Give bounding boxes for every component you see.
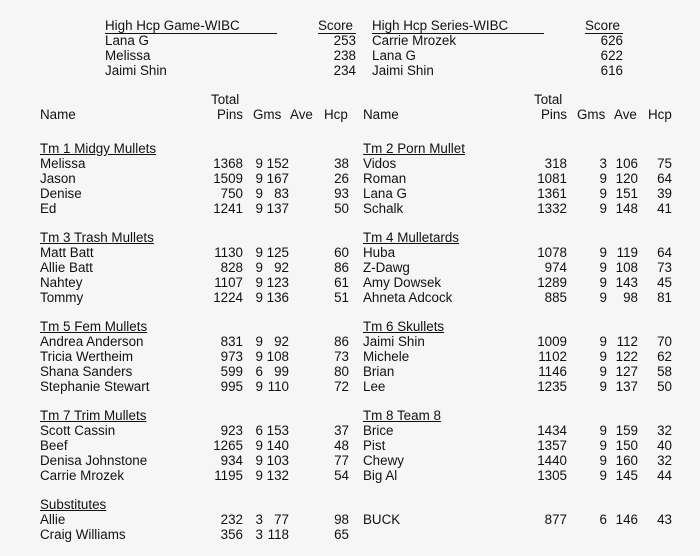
player-hcp: 44 — [657, 468, 672, 483]
player-name: Big Al — [363, 468, 398, 483]
player-pins: 599 — [220, 364, 243, 379]
player-gms: 9 — [599, 423, 607, 438]
player-ave: 160 — [615, 453, 638, 468]
player-name: Allie — [40, 512, 66, 527]
player-hcp: 64 — [657, 245, 672, 260]
player-pins: 750 — [220, 186, 243, 201]
player-name: Lana G — [363, 186, 407, 201]
series-player-name: Carrie Mrozek — [372, 33, 457, 48]
player-gms: 9 — [599, 186, 607, 201]
column-header-gms: Gms — [577, 107, 606, 122]
player-ave: 120 — [615, 171, 638, 186]
player-pins: 885 — [544, 290, 567, 305]
player-pins: 1009 — [537, 334, 567, 349]
player-gms: 9 — [255, 349, 263, 364]
player-hcp: 51 — [334, 290, 349, 305]
player-gms: 6 — [255, 364, 263, 379]
player-pins: 1434 — [537, 423, 567, 438]
player-hcp: 48 — [334, 438, 349, 453]
player-hcp: 72 — [334, 379, 349, 394]
game-player-name: Melissa — [105, 48, 151, 63]
player-hcp: 80 — [334, 364, 349, 379]
player-hcp: 37 — [334, 423, 349, 438]
player-hcp: 40 — [657, 438, 672, 453]
player-ave: 92 — [274, 260, 289, 275]
game-player-name: Jaimi Shin — [105, 63, 167, 78]
player-ave: 140 — [266, 438, 289, 453]
player-ave: 77 — [274, 512, 289, 527]
series-player-score: 626 — [600, 33, 623, 48]
player-name: Schalk — [363, 201, 404, 216]
player-pins: 1224 — [213, 290, 243, 305]
player-name: Beef — [40, 438, 68, 453]
player-ave: 92 — [274, 334, 289, 349]
player-pins: 828 — [220, 260, 243, 275]
player-name: Matt Batt — [40, 245, 94, 260]
game-player-score: 253 — [333, 33, 356, 48]
player-hcp: 77 — [334, 453, 349, 468]
player-gms: 3 — [255, 512, 263, 527]
series-player-score: 622 — [600, 48, 623, 63]
player-gms: 6 — [599, 512, 607, 527]
player-gms: 9 — [255, 334, 263, 349]
team-title: Tm 1 Midgy Mullets — [40, 141, 157, 156]
player-name: Ed — [40, 201, 57, 216]
player-hcp: 41 — [657, 201, 672, 216]
player-name: Lee — [363, 379, 386, 394]
series-player-name: Jaimi Shin — [372, 63, 434, 78]
team-title: Tm 5 Fem Mullets — [40, 319, 148, 334]
player-ave: 103 — [266, 453, 289, 468]
column-header-name: Name — [363, 107, 399, 122]
player-ave: 152 — [266, 156, 289, 171]
player-pins: 1107 — [214, 275, 243, 290]
player-hcp: 45 — [657, 275, 672, 290]
player-name: Stephanie Stewart — [40, 379, 150, 394]
player-name: Z-Dawg — [363, 260, 410, 275]
player-pins: 1078 — [537, 245, 567, 260]
player-name: Scott Cassin — [40, 423, 116, 438]
player-hcp: 26 — [334, 171, 349, 186]
player-ave: 118 — [267, 527, 289, 542]
team-title: Tm 8 Team 8 — [363, 408, 441, 423]
player-name: Vidos — [363, 156, 397, 171]
player-name: Jaimi Shin — [363, 334, 425, 349]
player-ave: 125 — [266, 245, 289, 260]
player-hcp: 38 — [334, 156, 349, 171]
player-hcp: 81 — [657, 290, 672, 305]
player-ave: 122 — [615, 349, 638, 364]
player-pins: 1081 — [537, 171, 567, 186]
player-pins: 1195 — [214, 468, 243, 483]
player-gms: 9 — [599, 468, 607, 483]
player-pins: 995 — [220, 379, 243, 394]
player-gms: 9 — [255, 290, 263, 305]
player-ave: 159 — [615, 423, 638, 438]
player-name: Michele — [363, 349, 410, 364]
player-pins: 1332 — [537, 201, 567, 216]
player-ave: 110 — [267, 379, 289, 394]
player-ave: 146 — [615, 512, 638, 527]
player-name: Jason — [40, 171, 76, 186]
player-gms: 9 — [255, 453, 263, 468]
player-pins: 1265 — [213, 438, 243, 453]
player-pins: 1146 — [538, 364, 567, 379]
player-gms: 9 — [255, 438, 263, 453]
player-ave: 137 — [266, 201, 289, 216]
player-hcp: 32 — [657, 453, 672, 468]
player-name: Brian — [363, 364, 395, 379]
player-ave: 150 — [615, 438, 638, 453]
player-name: Brice — [363, 423, 394, 438]
player-hcp: 54 — [334, 468, 349, 483]
player-hcp: 32 — [657, 423, 672, 438]
player-pins: 877 — [544, 512, 567, 527]
player-hcp: 58 — [657, 364, 672, 379]
team-title: Tm 7 Trim Mullets — [40, 408, 147, 423]
team-title: Tm 2 Porn Mullet — [363, 141, 465, 156]
column-header-pins: Pins — [216, 107, 243, 122]
player-ave: 112 — [616, 334, 638, 349]
player-hcp: 86 — [334, 260, 349, 275]
player-gms: 9 — [599, 260, 607, 275]
player-gms: 9 — [255, 275, 263, 290]
player-hcp: 65 — [334, 527, 349, 542]
player-pins: 232 — [220, 512, 243, 527]
player-ave: 98 — [623, 290, 638, 305]
game-player-score: 238 — [333, 48, 356, 63]
player-hcp: 73 — [334, 349, 349, 364]
player-hcp: 75 — [657, 156, 672, 171]
player-pins: 1440 — [537, 453, 567, 468]
player-pins: 1368 — [213, 156, 243, 171]
team-title: Substitutes — [40, 497, 107, 512]
player-gms: 9 — [599, 364, 607, 379]
player-gms: 9 — [255, 186, 263, 201]
player-ave: 106 — [615, 156, 638, 171]
player-name: Chewy — [363, 453, 404, 468]
player-pins: 1235 — [537, 379, 567, 394]
player-name: BUCK — [363, 512, 401, 527]
player-pins: 923 — [220, 423, 243, 438]
player-name: Roman — [363, 171, 407, 186]
player-name: Tricia Wertheim — [40, 349, 134, 364]
player-name: Carrie Mrozek — [40, 468, 125, 483]
player-gms: 9 — [599, 379, 607, 394]
player-gms: 9 — [255, 245, 263, 260]
player-hcp: 50 — [334, 201, 349, 216]
column-header-pins: Pins — [540, 107, 567, 122]
player-name: Allie Batt — [40, 260, 93, 275]
player-ave: 119 — [616, 245, 638, 260]
player-pins: 1509 — [213, 171, 243, 186]
column-header-total: Total — [534, 92, 563, 107]
player-pins: 1361 — [537, 186, 567, 201]
player-name: Pist — [363, 438, 386, 453]
team-title: Tm 6 Skullets — [363, 319, 445, 334]
column-header-hcp: Hcp — [324, 107, 348, 122]
team-title: Tm 3 Trash Mullets — [40, 230, 154, 245]
player-name: Shana Sanders — [40, 364, 133, 379]
team-title: Tm 4 Mulletards — [363, 230, 459, 245]
player-hcp: 64 — [657, 171, 672, 186]
player-pins: 1130 — [214, 245, 243, 260]
player-ave: 136 — [266, 290, 289, 305]
player-hcp: 50 — [657, 379, 672, 394]
column-header-name: Name — [40, 107, 76, 122]
player-ave: 167 — [266, 171, 289, 186]
player-name: Andrea Anderson — [40, 334, 144, 349]
player-pins: 318 — [544, 156, 567, 171]
player-ave: 127 — [615, 364, 638, 379]
player-pins: 974 — [544, 260, 567, 275]
game-score-label: Score — [318, 18, 353, 33]
player-gms: 9 — [599, 334, 607, 349]
player-gms: 6 — [255, 423, 263, 438]
player-pins: 356 — [220, 527, 243, 542]
player-name: Nahtey — [40, 275, 83, 290]
player-pins: 1102 — [538, 349, 567, 364]
player-gms: 3 — [599, 156, 607, 171]
player-ave: 143 — [615, 275, 638, 290]
column-header-hcp: Hcp — [648, 107, 672, 122]
player-gms: 9 — [255, 201, 263, 216]
player-ave: 108 — [615, 260, 638, 275]
player-hcp: 43 — [657, 512, 672, 527]
player-gms: 9 — [255, 260, 263, 275]
player-pins: 1305 — [537, 468, 567, 483]
player-gms: 9 — [599, 438, 607, 453]
player-ave: 148 — [615, 201, 638, 216]
player-gms: 9 — [255, 468, 263, 483]
column-header-ave: Ave — [614, 107, 637, 122]
player-hcp: 73 — [657, 260, 672, 275]
player-pins: 1289 — [537, 275, 567, 290]
player-name: Huba — [363, 245, 396, 260]
player-ave: 99 — [274, 364, 289, 379]
player-name: Ahneta Adcock — [363, 290, 453, 305]
series-score-label: Score — [585, 18, 620, 33]
player-ave: 153 — [266, 423, 289, 438]
player-gms: 9 — [599, 290, 607, 305]
player-pins: 973 — [220, 349, 243, 364]
player-hcp: 60 — [334, 245, 349, 260]
player-ave: 83 — [274, 186, 289, 201]
player-ave: 145 — [615, 468, 638, 483]
player-name: Denise — [40, 186, 82, 201]
game-player-name: Lana G — [105, 33, 149, 48]
game-player-score: 234 — [333, 63, 356, 78]
player-pins: 1357 — [537, 438, 567, 453]
column-header-ave: Ave — [290, 107, 313, 122]
column-header-gms: Gms — [253, 107, 282, 122]
player-gms: 3 — [255, 527, 263, 542]
game-title: High Hcp Game-WIBC — [105, 18, 240, 33]
player-pins: 934 — [220, 453, 243, 468]
player-ave: 137 — [615, 379, 638, 394]
player-name: Amy Dowsek — [363, 275, 442, 290]
series-player-score: 616 — [600, 63, 623, 78]
player-pins: 831 — [220, 334, 243, 349]
player-gms: 9 — [599, 171, 607, 186]
player-name: Craig Williams — [40, 527, 126, 542]
series-title: High Hcp Series-WIBC — [372, 18, 509, 33]
player-name: Tommy — [40, 290, 84, 305]
player-gms: 9 — [599, 201, 607, 216]
player-gms: 9 — [599, 275, 607, 290]
player-hcp: 62 — [657, 349, 672, 364]
player-hcp: 86 — [334, 334, 349, 349]
player-ave: 132 — [266, 468, 289, 483]
player-gms: 9 — [599, 349, 607, 364]
column-header-total: Total — [211, 92, 240, 107]
player-name: Melissa — [40, 156, 86, 171]
player-hcp: 93 — [334, 186, 349, 201]
player-name: Denisa Johnstone — [40, 453, 148, 468]
player-ave: 123 — [266, 275, 289, 290]
player-hcp: 70 — [657, 334, 672, 349]
player-gms: 9 — [255, 156, 263, 171]
player-gms: 9 — [255, 379, 263, 394]
player-gms: 9 — [599, 245, 607, 260]
player-ave: 108 — [266, 349, 289, 364]
player-ave: 151 — [615, 186, 638, 201]
player-hcp: 98 — [334, 512, 349, 527]
player-gms: 9 — [255, 171, 263, 186]
series-player-name: Lana G — [372, 48, 416, 63]
player-pins: 1241 — [213, 201, 243, 216]
player-hcp: 39 — [657, 186, 672, 201]
player-gms: 9 — [599, 453, 607, 468]
player-hcp: 61 — [334, 275, 349, 290]
